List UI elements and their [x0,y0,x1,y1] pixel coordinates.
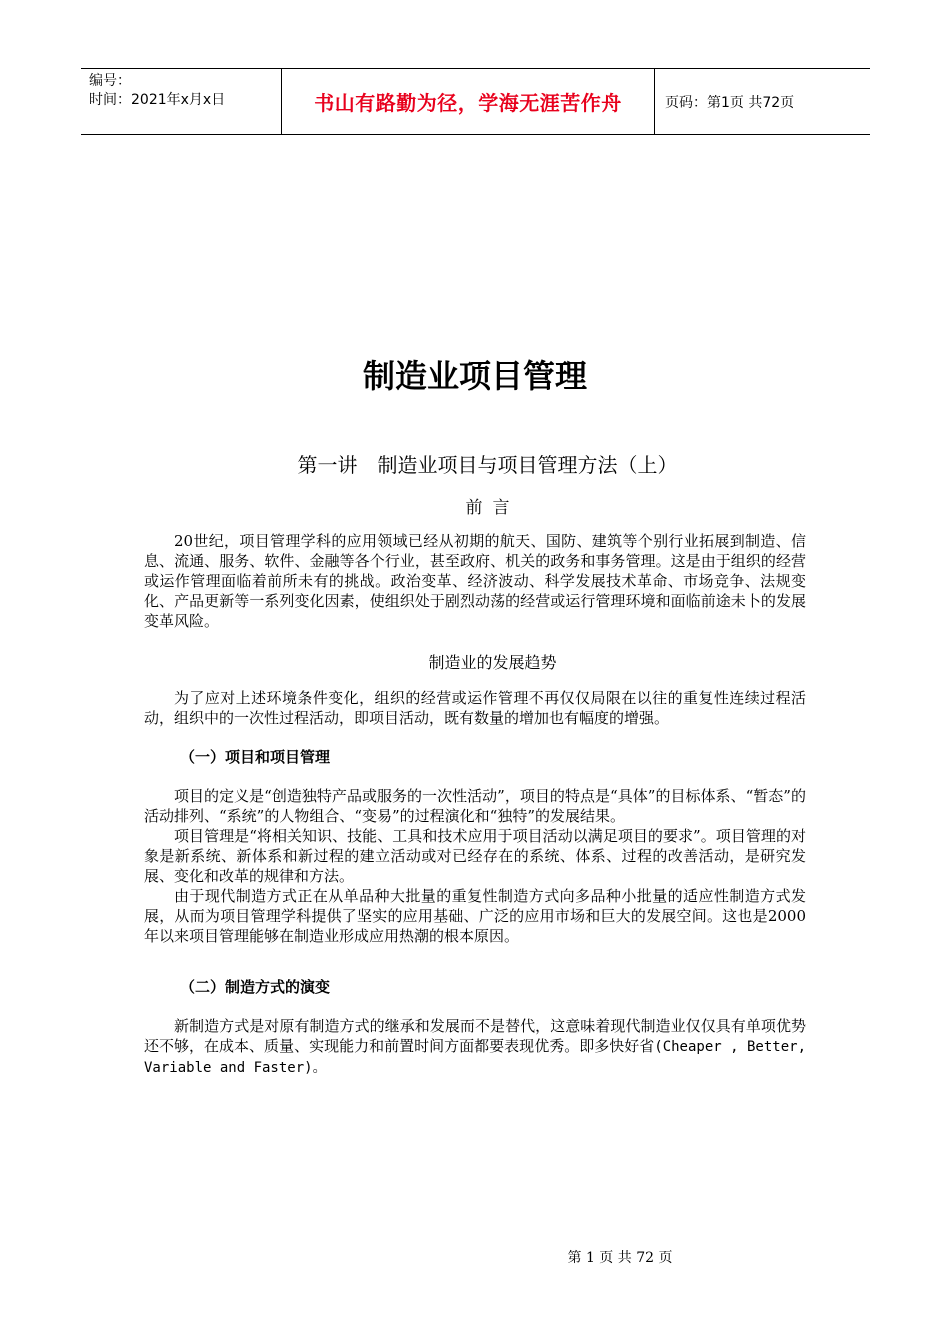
preface-heading: 前言 [465,498,520,518]
paragraph-text [144,1016,806,1078]
paragraph-text: 20世纪，项目管理学科的应用领域已经从初期的航天、国防、建筑等个别行业拓展到制造、信息、流通、服务、软件、金融等各个行业，甚至政府、机关的政务和事务管理。这是由于组织的经营或运作管理面临着前所未有的挑战。政治变革、经济波动、科学发展技术革命、市场竞争、法规变化、产品更新等一系列变化因素，使组织处于剧烈动荡的经营或运行管理环境和面临前途未卜的发展变革风险。 [144,532,806,630]
paragraph-trend [144,688,806,728]
header-meta [81,69,282,134]
paragraph-text: 为了应对上述环境条件变化，组织的经营或运作管理不再仅仅局限在以往的重复性连续过程活动，组织中的一次性过程活动，即项目活动，既有数量的增加也有幅度的增强。 [144,689,806,727]
paragraph-group-project [144,786,806,946]
header-page-info: 页码：第1页 共72页 [665,94,795,111]
paragraph-english-text: (Cheaper , Better, Variable and Faster)。 [144,1039,806,1076]
page-header [81,68,870,135]
paragraph-text: 由于现代制造方式正在从单品种大批量的重复性制造方式向多品种小批量的适应性制造方式发展，从而为项目管理学科提供了坚实的应用基础、广泛的应用市场和巨大的发展空间。这也是2000年以来项目管理能够在制造业形成应用热潮的根本原因。 [144,887,806,945]
document-number-label: 编号： [89,73,131,89]
paragraph-main-text: 新制造方式是对原有制造方式的继承和发展而不是替代，这意味着现代制造业仅仅具有单项优势还不够，在成本、质量、实现能力和前置时间方面都要表现优秀。即多快好省 [144,1017,806,1055]
lecture-title: 第一讲 制造业项目与项目管理方法（上） [297,453,678,477]
document-date-label: 时间：2021年x月x日 [89,92,226,108]
paragraph-intro [144,531,806,631]
paragraph-manufacturing [144,1016,806,1078]
section-subheading: 制造业的发展趋势 [428,653,557,672]
section-heading-1: （一）项目和项目管理 [180,748,331,766]
paragraph-text: 项目的定义是“创造独特产品或服务的一次性活动”，项目的特点是“具体”的目标体系、“暂态”的活动排列、“系统”的人物组合、“变易”的过程演化和“独特”的发展结果。 [144,787,806,825]
document-title: 制造业项目管理 [362,357,587,395]
paragraph-text: 项目管理是“将相关知识、技能、工具和技术应用于项目活动以满足项目的要求”。项目管理的对象是新系统、新体系和新过程的建立活动或对已经存在的系统、体系、过程的改善活动，是研究发展、变化和改革的规律和方法。 [144,827,806,885]
page-footer: 第 1 页 共 72 页 [567,1250,673,1266]
section-heading-2: （二）制造方式的演变 [180,978,331,996]
header-motto: 书山有路勤为径，学海无涯苦作舟 [282,69,655,134]
